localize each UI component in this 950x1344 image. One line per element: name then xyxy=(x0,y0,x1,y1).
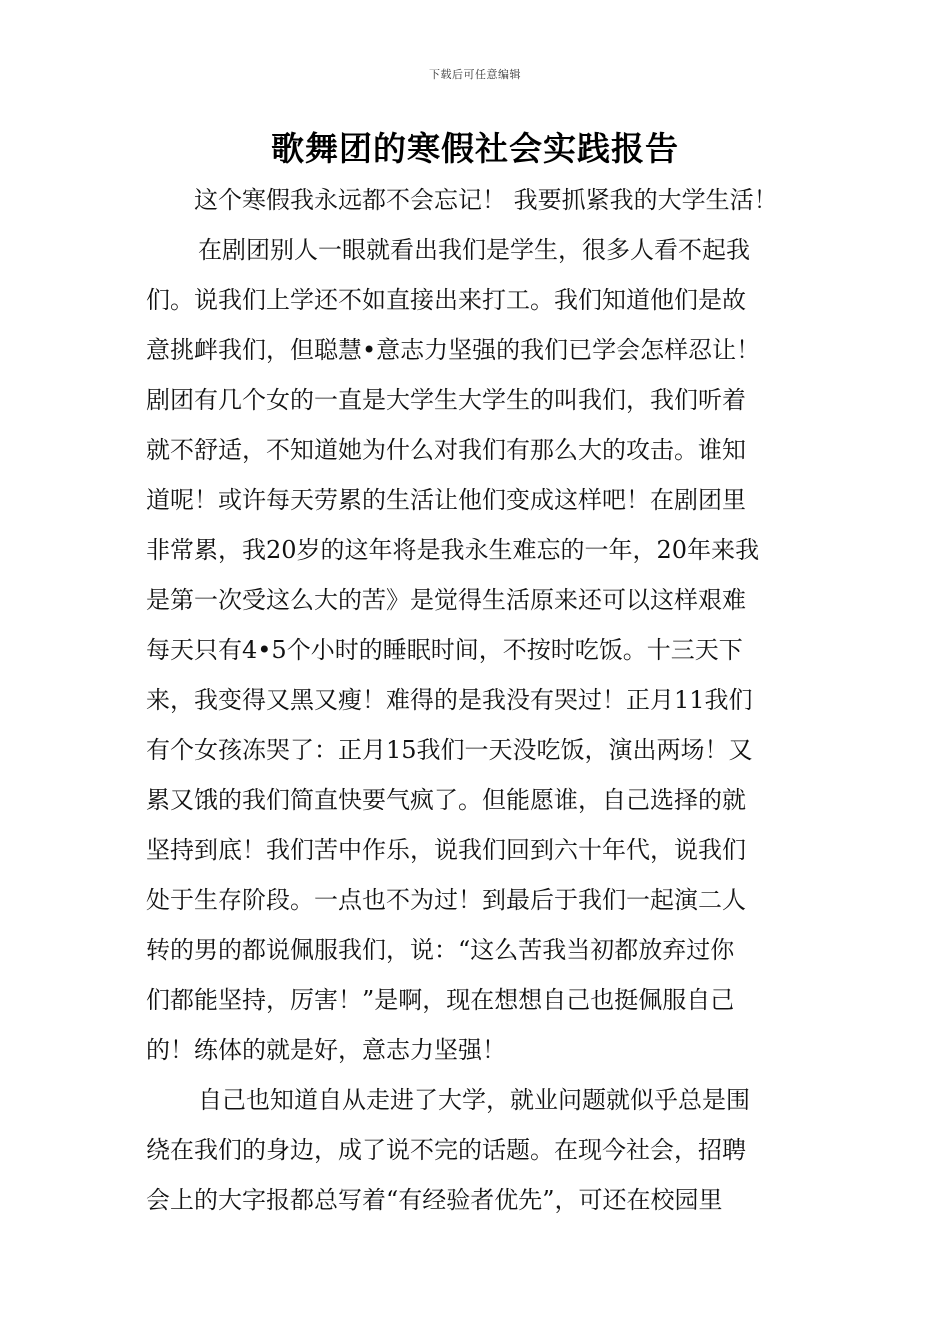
text-line: 就不舒适，不知道她为什么对我们有那么大的攻击。谁知 xyxy=(146,436,746,464)
text-line: 是第一次受这么大的苦》是觉得生活原来还可以这样艰难 xyxy=(146,586,746,614)
text-line: 每天只有4•5个小时的睡眠时间，不按时吃饭。十三天下 xyxy=(146,636,743,664)
text-line: 的！练体的就是好，意志力坚强！ xyxy=(146,1036,506,1064)
text-line: 道呢！或许每天劳累的生活让他们变成这样吧！在剧团里 xyxy=(146,486,746,514)
paragraph-1 xyxy=(146,175,810,225)
text-line: 非常累，我20岁的这年将是我永生难忘的一年，20年来我 xyxy=(146,536,760,564)
text-line: 坚持到底！我们苦中作乐，说我们回到六十年代，说我们 xyxy=(146,836,746,864)
text-line: 累又饿的我们简直快要气疯了。但能愿谁，自己选择的就 xyxy=(146,786,746,814)
text-line: 自己也知道自从走进了大学，就业问题就似乎总是围 xyxy=(198,1086,750,1114)
text-line: 绕在我们的身边，成了说不完的话题。在现今社会，招聘 xyxy=(146,1136,746,1164)
text-line: 意挑衅我们，但聪慧•意志力坚强的我们已学会怎样忍让！ xyxy=(146,336,761,364)
text-line: 这个寒假我永远都不会忘记！ 我要抓紧我的大学生活！ xyxy=(194,186,778,214)
text-line: 们。说我们上学还不如直接出来打工。我们知道他们是故 xyxy=(146,286,746,314)
header-note: 下载后可任意编辑 xyxy=(429,68,521,81)
text-line: 剧团有几个女的一直是大学生大学生的叫我们，我们听着 xyxy=(146,386,746,414)
document-body xyxy=(146,175,810,1225)
text-line: 处于生存阶段。一点也不为过！到最后于我们一起演二人 xyxy=(146,886,746,914)
paragraph-2 xyxy=(146,225,810,1075)
text-line: 在剧团别人一眼就看出我们是学生，很多人看不起我 xyxy=(198,236,750,264)
text-line: 们都能坚持，厉害！”是啊，现在想想自己也挺佩服自己 xyxy=(146,986,735,1014)
paragraph-3 xyxy=(146,1075,810,1225)
document-title: 歌舞团的寒假社会实践报告 xyxy=(271,129,679,168)
text-line: 会上的大字报都总写着“有经验者优先”，可还在校园里 xyxy=(146,1186,723,1214)
text-line: 转的男的都说佩服我们，说：“这么苦我当初都放弃过你 xyxy=(146,936,735,964)
text-line: 来，我变得又黑又瘦！难得的是我没有哭过！正月11我们 xyxy=(146,686,753,714)
text-line: 有个女孩冻哭了：正月15我们一天没吃饭，演出两场！又 xyxy=(146,736,753,764)
